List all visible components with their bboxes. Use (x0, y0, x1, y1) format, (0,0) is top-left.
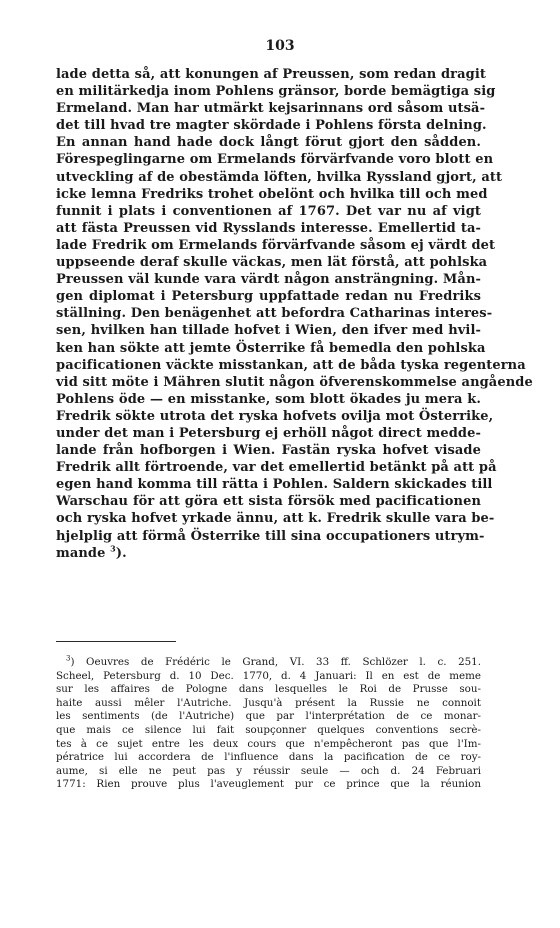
body-line: En annan hand hade dock långt förut gjort den sådden. (56, 135, 481, 151)
footnote-line: que mais ce silence lui fait soupçonner quelques conventions secrè- (56, 723, 481, 736)
footnote-line: haite aussi mêler l'Autriche. Jusqu'à présent la Russie ne connoit (56, 696, 481, 709)
footnote-line: tes à ce sujet entre les deux cours que n'empêcheront pas que l'Im- (56, 737, 481, 750)
body-line: hjelplig att förmå Österrike till sina occupationers utrym- (56, 528, 485, 544)
body-line: gen diplomat i Petersburg uppfattade redan nu Fredriks (56, 289, 481, 305)
body-line: Förespeglingarne om Ermelands förvärfvande voro blott en (56, 152, 494, 168)
body-line: mande (56, 545, 106, 561)
body-line: att fästa Preussen vid Rysslands interesse. Emellertid ta- (56, 220, 481, 236)
body-line: Warschau för att göra ett sista försök med pacificationen (56, 494, 481, 510)
body-line-last: mande $^3$). (56, 543, 127, 561)
body-line: ställning. Den benägenhet att befordra Catharinas interes- (56, 306, 493, 322)
body-line: uppseende deraf skulle väckas, men lät förstå, att pohlska (56, 255, 488, 271)
body-line: vid sitt möte i Mähren slutit någon öfverenskommelse angående (56, 374, 533, 390)
footnote-reference: 3 (110, 543, 116, 554)
body-line: Ermeland. Man har utmärkt kejsarinnans ord såsom utsä- (56, 101, 486, 117)
body-line: lande från hofborgen i Wien. Fastän ryska hofvet visade (56, 443, 481, 459)
page-number: 103 (265, 38, 295, 54)
body-line: icke lemna Fredriks trohet obelönt och hvilka till och med (56, 186, 488, 202)
footnote-line: les sentiments (de l'Autriche) que par l'interprétation de ce monar- (56, 710, 481, 723)
body-line: Fredrik allt förtroende, var det emellertid betänkt på att på (56, 460, 497, 476)
body-line: sen, hvilken han tillade hofvet i Wien, den ifver med hvil- (56, 323, 481, 339)
footnote-line: pératrice lui accordera de l'influence dans la pacification de ce roy- (56, 751, 481, 764)
body-line: under det man i Petersburg ej erhöll något direct medde- (56, 425, 481, 441)
body-line: funnit i plats i conventionen af 1767. Det var nu af vigt (56, 203, 481, 219)
body-line: Pohlens öde — en misstanke, som blott ökades ju mera k. (56, 391, 481, 407)
body-line: egen hand komma till rätta i Pohlen. Saldern skickades till (56, 477, 493, 493)
footnote-line: Scheel, Petersburg d. 10 Dec. 1770, d. 4 Januari: Il en est de meme (56, 669, 481, 682)
body-line: och ryska hofvet yrkade ännu, att k. Fredrik skulle vara be- (56, 511, 495, 527)
footnote-line: aume, si elle ne peut pas y réussir seule — och d. 24 Februari (56, 764, 481, 777)
body-line: lade detta så, att konungen af Preussen, som redan dragit (56, 67, 486, 82)
body-line: det till hvad tre magter skördade i Pohlens första delning. (56, 118, 487, 134)
body-line: utveckling af de obestämda löften, hvilka Ryssland gjort, att (56, 169, 503, 185)
footnote-line: $^3$) Oeuvres de Frédéric le Grand, VI. 33 ff. Schlözer l. c. 251. (66, 654, 481, 668)
body-text (56, 66, 533, 562)
body-line: Fredrik sökte utrota det ryska hofvets ovilja mot Österrike, (56, 408, 494, 424)
footnote-line: 1771: Rien prouve plus l'aveuglement pur ce prince que la réunion (56, 778, 481, 791)
footnote-line: sur les affaires de Pologne dans lesquelles le Roi de Prusse sou- (56, 683, 481, 696)
body-line: pacificationen väckte misstankan, att de båda tyska regenterna (56, 357, 526, 373)
footnote (56, 656, 481, 792)
body-line: ken han sökte att jemte Österrike få bemedla den pohlska (56, 340, 486, 356)
footnote-divider (56, 641, 176, 642)
body-line: Preussen väl kunde vara värdt någon ansträngning. Mån- (56, 272, 481, 288)
body-line: lade Fredrik om Ermelands förvärfvande såsom ej värdt det (56, 237, 496, 253)
footnote-marker: 3 (66, 654, 71, 663)
body-line: en militärkedja inom Pohlens gränsor, borde bemägtiga sig (56, 84, 496, 100)
